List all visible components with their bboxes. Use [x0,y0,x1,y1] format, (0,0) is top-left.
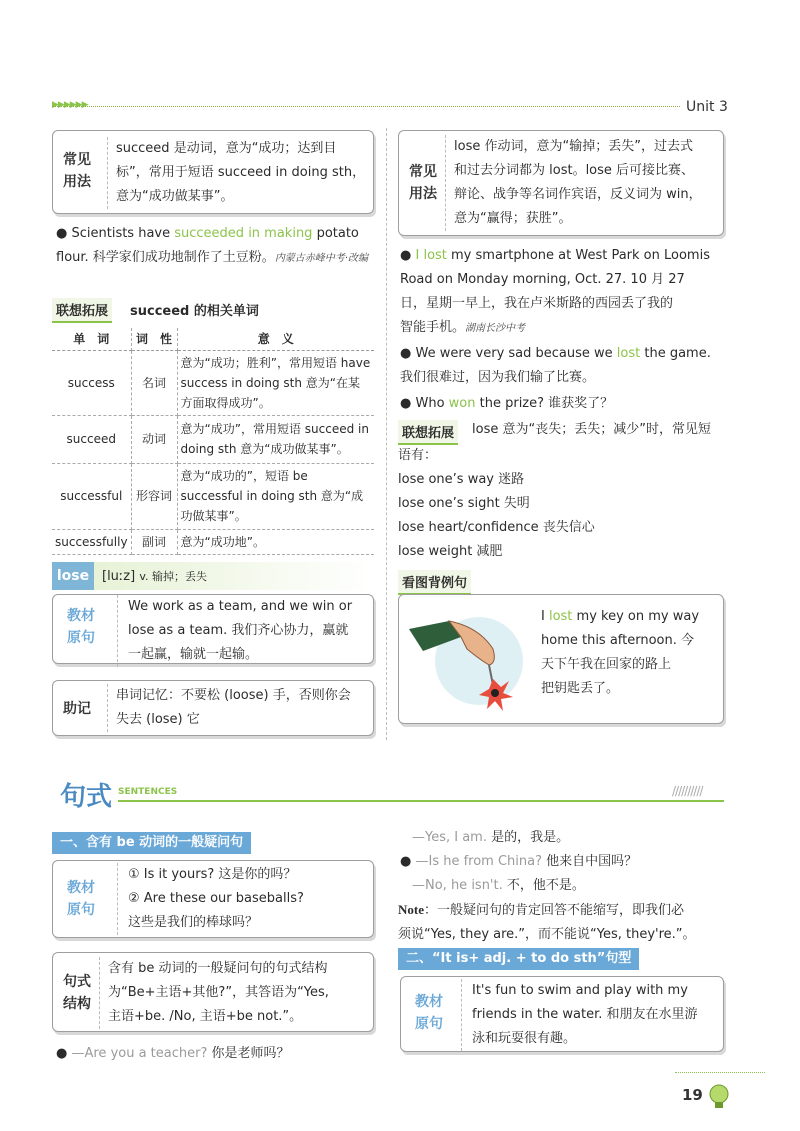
page-number: 19 [682,1086,703,1104]
usage-label: 常见 用法 [409,164,437,202]
sentences-title: 句式 [60,782,113,812]
textbook-label: 教材 原句 [67,880,95,918]
related-text: 语有： lose one’s way 迷路 lose one’s sight 失明 lose heart/confidence 丧失信心 lose weight 减肥 [398,444,724,564]
phrase-item: lose weight 减肥 [398,544,503,559]
table-row: successful 形容词 意为“成功的”，短语 be successful in doing sth 意为“成功做某事”。 [52,463,374,529]
related-tag: 联想拓展 [398,420,458,445]
sentences-hatch: ////////// [672,784,703,798]
phrase-item: lose heart/confidence 丧失信心 [398,520,595,535]
sentences-subtitle: SENTENCES [118,787,178,797]
page-number-rule [675,1072,765,1073]
table-header: 单 词 [52,328,131,350]
section-heading-it-is: 二、“It is+ adj. + to do sth”句型 [398,948,639,970]
header-arrows: ▶▶▶▶▶▶ [52,100,88,110]
answer-yes: —Yes, I am. 是的，我是。 [412,830,570,845]
section-heading-be-questions: 一、含有 be 动词的一般疑问句 [52,832,251,854]
answer-no: —No, he isn't. 不，他不是。 [412,878,585,893]
memory-box [52,680,374,736]
usage-box-succeed [52,130,374,214]
textbook-text: ① Is it yours? 这是你的吗？ ② Are these our baseballs? 这些是我们的棒球吗？ [117,863,371,935]
picture-box [398,594,724,724]
textbook-label: 教材 原句 [67,608,95,646]
structure-label: 句式 结构 [63,974,91,1012]
picture-sentence: I lost my key on my way home this afternoon. 今 天下午我在回家的路上 把钥匙丢了。 [541,609,700,696]
lose-phonetic: [luːz] v. 输掉；丢失 [102,569,207,584]
unit-label: Unit 3 [686,99,728,115]
example-source: 湖南长沙中考 [465,323,526,334]
lose-heading-bar [52,562,372,590]
note: Note：一般疑问句的肯定回答不能缩写，即我们必 须说“Yes, they are.”，而不能说“Yes, they're.”。 [398,902,696,942]
table-header: 词 性 [131,328,177,350]
hand-key-illustration [409,603,529,715]
related-text-line1: lose 意为“丧失；丢失；减少”时，常见短 [472,422,711,437]
phrase-item: lose one’s way 迷路 [398,472,525,487]
structure-box [52,952,374,1032]
phrase-item: lose one’s sight 失明 [398,496,530,511]
table-row: succeed 动词 意为“成功”，常用短语 succeed in doing sth 意为“成功做某事”。 [52,415,374,463]
example-teacher: ● —Are you a teacher? 你是老师吗？ [56,1046,290,1061]
usage-box-lose [398,130,724,236]
textbook-text: It's fun to swim and play with my friends in the water. 和朋友在水里游 泳和玩耍很有趣。 [461,979,721,1051]
table-row: successfully 副词 意为“成功地”。 [52,529,374,554]
memory-text: 串词记忆：不要松 (loose) 手，否则你会 失去 (lose) 它 [107,684,371,732]
memory-label: 助记 [63,701,91,717]
related-tag: 联想拓展 [52,298,112,323]
example-lost-phone: ● I lost my smartphone at West Park on Loomis Road on Monday morning, Oct. 27. 10 月 27 日，星期一早上，我在卢米斯路的西园丢了我的 智能手机。湖南长沙中考 [400,248,710,335]
column-separator [386,128,387,740]
textbook-box-it-is [400,976,724,1052]
lose-word: lose [52,562,94,590]
question-china: ● —Is he from China? 他来自中国吗？ [400,854,638,869]
key-icon [491,689,499,697]
textbook-box-lose [52,594,374,664]
example-source: 内蒙古赤峰中考·改编 [274,253,368,264]
usage-text: succeed 是动词，意为“成功；达到目 标”，常用于短语 succeed in doing sth， 意为“成功做某事”。 [107,137,369,209]
textbook-box-be [52,860,374,938]
usage-label: 常见 用法 [63,152,91,190]
picture-tag: 看图背例句 [398,570,471,595]
usage-text: lose 作动词，意为“输掉；丢失”，过去式 和过去分词都为 lost。lose 后可接比赛、 辩论、战争等名词作宾语，反义词为 win， 意为“赢得；获胜”。 [445,135,721,231]
table-header: 意 义 [177,328,374,350]
related-title: succeed 的相关单词 [130,304,259,319]
header-rule [52,106,680,107]
lightbulb-icon [708,1084,730,1110]
example-lost-game: ● We were very sad because we lost the game. 我们很难过，因为我们输了比赛。 [400,346,711,385]
textbook-text: We work as a team, and we win or lose as a team. 我们齐心协力，赢就 一起赢，输就一起输。 [117,595,371,667]
example-succeed: ● Scientists have succeeded in making potato flour. 科学家们成功地制作了土豆粉。内蒙古赤峰中考·改编 [56,226,368,265]
word-table [52,328,374,555]
table-row: success 名词 意为“成功；胜利”，常用短语 have success in doing sth 意为“在某方面取得成功”。 [52,350,374,415]
sentences-rule [118,800,724,802]
textbook-label: 教材 原句 [415,994,443,1032]
example-won: ● Who won the prize? 谁获奖了？ [400,396,614,411]
structure-text: 含有 be 动词的一般疑问句的句式结构 为“Be+主语+其他?”，其答语为“Yes, 主语+be. /No, 主语+be not.”。 [99,957,371,1029]
